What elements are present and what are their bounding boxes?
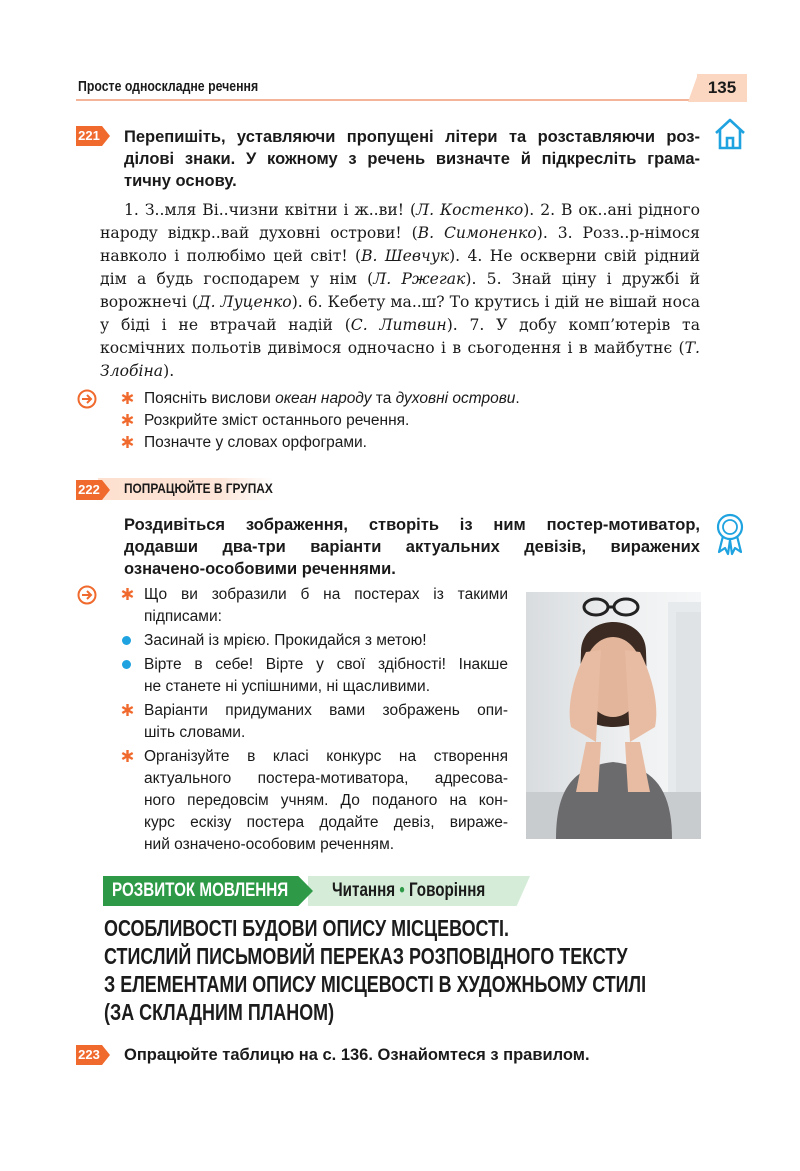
sentence-text: ). 2. В ок..ані рідного народу відкр..вай духовні острови! (	[100, 201, 700, 242]
list-item	[120, 654, 508, 698]
list-item-line: ний означено-особовим реченням.	[144, 836, 395, 853]
arrow-right-icon	[77, 389, 97, 409]
list-item	[120, 410, 620, 432]
heading-line: ОСОБЛИВОСТІ БУДОВИ ОПИСУ МІСЦЕВОСТІ.	[104, 915, 509, 941]
list-item	[120, 700, 508, 744]
exercise-number-222: 222	[76, 480, 102, 500]
speech-development-label: РОЗВИТОК МОВЛЕННЯ	[112, 880, 289, 901]
list-item-line: курс ескізу постера додайте девіз, вираже-	[144, 814, 508, 831]
lesson-heading	[104, 914, 646, 1026]
author-name: В. Симоненко	[417, 224, 537, 242]
exercise-221-task	[124, 126, 700, 192]
exercise-222-task	[124, 514, 700, 580]
task-line: означено-особовими реченнями.	[124, 560, 396, 578]
exercise-221-sentences	[100, 199, 700, 383]
heading-line: (ЗА СКЛАДНИМ ПЛАНОМ)	[104, 999, 335, 1025]
blue-dot-bullet-icon	[122, 660, 131, 669]
question-term: океан народу	[275, 390, 372, 407]
sentence-text: 1. З..мля Ві..чизни квітни і ж..ви! (	[124, 201, 417, 219]
badge-tail	[102, 126, 110, 146]
sentence-text: ). 5. Знай ціну і дружбі й ворожнечі (	[100, 270, 700, 311]
list-item	[120, 584, 508, 628]
task-line: тичну основу.	[124, 172, 237, 190]
task-line: Перепишіть, уставляючи пропущені літери та розставляючи роз-	[124, 128, 700, 146]
list-item	[120, 432, 620, 454]
author-name: С. Литвин	[350, 316, 447, 334]
question-text: Позначте у словах орфограми.	[144, 434, 367, 451]
list-item-line: шіть словами.	[144, 724, 246, 741]
sentence-text: ). 4. Не оскверни свій рідний дім а будь господарем у нім (	[100, 247, 701, 288]
asterisk-bullet-icon	[120, 747, 135, 765]
list-item-line: Засинай із мрією. Прокидайся з метою!	[144, 632, 427, 649]
list-item-line: Організуйте в класі конкурс на створення	[144, 748, 508, 765]
list-item-line: актуального постера-мотиватора, адресова-	[144, 770, 508, 787]
blue-dot-bullet-icon	[122, 636, 131, 645]
sentence-text: ). 6. Кебету ма..ш? То крутись і дій не вішай носа у біді і не втрачай надій (	[100, 293, 700, 334]
running-header: Просте односкладне речення	[78, 78, 259, 95]
list-item-line: не станете ні успішними, ні щасливими.	[144, 678, 431, 695]
award-ribbon-icon	[713, 512, 747, 556]
header-divider	[76, 99, 716, 101]
author-name: Т. Злобіна	[100, 339, 700, 380]
question-text: .	[515, 390, 520, 407]
task-line: Роздивіться зображення, створіть із ним постер-мотиватор,	[124, 516, 700, 534]
author-name: В. Шевчук	[361, 247, 450, 265]
exercise-number-223: 223	[76, 1045, 102, 1065]
arrow-right-icon	[77, 585, 97, 605]
asterisk-bullet-icon	[120, 389, 135, 407]
question-text: Поясніть вислови	[144, 390, 276, 407]
speech-skills-label	[332, 880, 485, 902]
list-item	[120, 388, 620, 410]
group-work-label: ПОПРАЦЮЙТЕ В ГРУПАХ	[124, 480, 273, 496]
asterisk-bullet-icon	[120, 701, 135, 719]
exercise-221-questions	[120, 388, 620, 454]
question-term: духовні острови	[395, 390, 516, 407]
sentence-text: ).	[163, 362, 175, 380]
badge-tail	[102, 480, 110, 500]
sentence-text: ). 7. У добу комп’ютерів та космічних польотів дивімося одночасно і в сьогодення і в майбутнє (	[100, 316, 700, 357]
home-icon[interactable]	[712, 116, 748, 152]
list-item-line: Що ви зобразили б на постерах із такими	[144, 586, 508, 603]
question-text: та	[371, 390, 396, 407]
exercise-number-221: 221	[76, 126, 102, 146]
speaking-label: Говоріння	[408, 880, 486, 901]
heading-line: З ЕЛЕМЕНТАМИ ОПИСУ МІСЦЕВОСТІ В ХУДОЖНЬОМУ СТИЛІ	[104, 971, 647, 997]
author-name: Д. Луценко	[197, 293, 292, 311]
list-item	[120, 630, 508, 652]
list-item-line: підписами:	[144, 608, 222, 625]
question-text: Розкрийте зміст останнього речення.	[144, 412, 410, 429]
task-line: ділові знаки. У кожному з речень визначте й підкресліть грама-	[124, 150, 700, 168]
tired-woman-photo	[526, 592, 701, 839]
list-item	[120, 746, 508, 856]
asterisk-bullet-icon	[120, 585, 135, 603]
list-item-line: Варіанти придуманих вами зображень опи-	[144, 702, 508, 719]
author-name: Л. Ржегак	[373, 270, 466, 288]
list-item-line: Вірте в себе! Вірте у свої здібності! Інакше	[144, 656, 508, 673]
sentence-text: ). 3. Розз..р-німося навколо і полюбімо цей світ! (	[100, 224, 700, 265]
exercise-223-task: Опрацюйте таблицю на с. 136. Ознайомтеся з правилом.	[124, 1046, 590, 1064]
reading-label: Читання	[332, 880, 396, 901]
skills-separator: •	[399, 880, 405, 901]
page-number: 135	[697, 74, 747, 102]
list-item-line: ного передовсім учням. До поданого на кон-	[144, 792, 508, 809]
badge-tail	[102, 1045, 110, 1065]
asterisk-bullet-icon	[120, 433, 135, 451]
heading-line: СТИСЛИЙ ПИСЬМОВИЙ ПЕРЕКАЗ РОЗПОВІДНОГО ТЕКСТУ	[104, 943, 628, 969]
task-line: додавши два-три варіанти актуальних девізів, виражених	[124, 538, 700, 556]
author-name: Л. Костенко	[416, 201, 524, 219]
exercise-222-list	[120, 584, 508, 858]
asterisk-bullet-icon	[120, 411, 135, 429]
